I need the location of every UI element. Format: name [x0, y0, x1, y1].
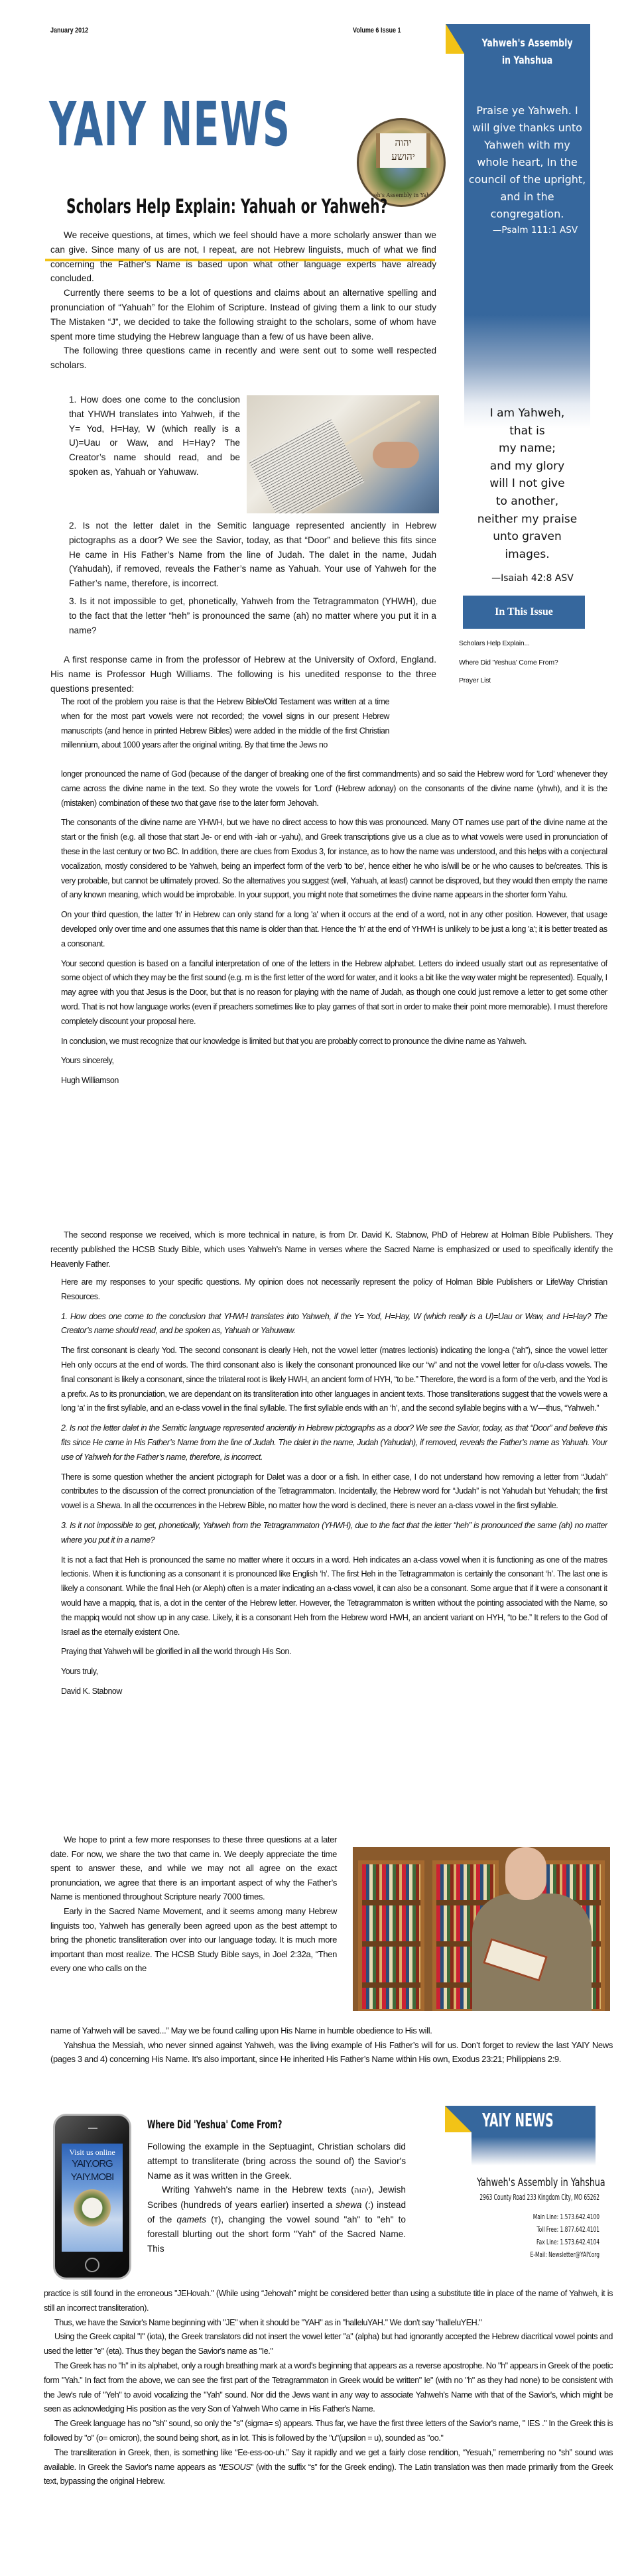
letter-question: 2. Is not the letter dalet in the Semitic language represented anciently in Hebrew pictographs as a door? We see the Savior, today, as that “Door” and believe this fits since He came in His Father’s Name from the line of Judah. The dalet in the name, Judah (Yahudah), if removed, reveals the Father’s name as Yahuah. Your use of Yahweh for the Father’s name, therefore, is incorrect. — [61, 1423, 607, 1462]
yeshua-article-column — [147, 2140, 406, 2256]
bookshelf-graphic — [358, 1860, 424, 2011]
torah-scroll-icon — [376, 133, 430, 168]
letter-paragraph: longer pronounced the name of God (because of the danger of breaking one of the first commandments) and so said the Hebrew word for 'Lord' whenever they came across the divine name in the text. So they wrote the vowels for 'Lord' (Hebrew adonay) on the consonants of the divine name (yhwh), and it is the (mistaken) combination of these two that gave rise to the later form Jehovah. — [61, 769, 607, 808]
org-name-line: Yahweh's Assembly — [481, 36, 573, 49]
question-2: 2. Is not the letter dalet in the Semitic language represented anciently in Hebrew pictographs as a door? We see the Savior, today, as that “Door” and believe this fits since He came in His Father’s Name from the line of Judah. The dalet in the name, Judah (Yahudah), if removed, reveals the Father’s name as Yahuah. Your use of Yahweh for the Father’s name, therefore, is incorrect. — [69, 521, 436, 589]
question-3: 3. Is it not impossible to get, phonetically, Yahweh from the Tetragrammaton (YHWH), due to the fact that the letter “heh” is pronounced the same (ah) no matter where you put it in a name? — [69, 596, 436, 635]
phone-speaker-icon — [88, 2128, 97, 2129]
text-run: Writing Yahweh's name in the Hebrew texts ( — [162, 2185, 354, 2195]
verse-line: my name; — [499, 442, 556, 456]
article-title: Scholars Help Explain: Yahuah or Yahweh? — [66, 195, 388, 218]
letter-closing: Yours truly, — [61, 1667, 98, 1677]
sidebar-verse-isaiah — [464, 405, 590, 563]
masthead-title: YAIY NEWS — [49, 89, 291, 160]
text-run: (т), changing the vowel sound "ah" to "eh" to forestall blurting out the short form "Yah" of the Sacred Name. This — [147, 2214, 406, 2254]
letter-answer: It is not a fact that Heh is pronounced the same no matter where it occurs in a word. Heh indicates an a-class vowel when it is functioning as one of the matres lectionis. When it is functioning as a consonant it is pronounced like English ‘h’. The first Heh in the Tetragrammaton is certainly the consonant ‘h’. The last one is likely a consonant. While the final Heh (or Aleph) often is a mater indicating an a-class vowel, it can also be a consonant. Some argue that if it were a consonant it would have a mappiq, that is, a dot in the center of the Hebrew letter. However, the Tetragrammaton is written without the pointing associated with the Name, so the mappiq would not show up in any case. Likely, it is a consonant Heh from the Hebrew word HWH, an ancient variant on HYH, “to be.” It refers to the God of Israel as the eternally existent One. — [61, 1555, 607, 1637]
verse-line: and my glory — [489, 459, 565, 473]
verse-line: I am Yahweh, — [489, 407, 565, 420]
letter-paragraph: In conclusion, we must recognize that our knowledge is limited but that you are probably correct to pronounce the divine name as Yahweh. — [61, 1036, 527, 1046]
first-response-intro — [50, 653, 436, 696]
text-run: The transliteration in Greek, then, is something like “Ee-ess-oo-uh.” Say it rapidly and we get a fairly close rendition, “Yesuah,” remembering no “sh” sound was available. In Greek the Savior's name appears as “ — [44, 2447, 613, 2472]
contact-banner — [472, 2106, 596, 2165]
hebrew-tetragrammaton: יהוה — [353, 2185, 369, 2195]
head-graphic — [505, 1847, 546, 1900]
verse-line: to another, — [495, 494, 559, 508]
text-run: (:) instead of the — [147, 2200, 407, 2224]
paragraph — [147, 2183, 406, 2256]
contact-main-line: Main Line: 1.573.642.4100 — [533, 2213, 599, 2221]
verse-line: images. — [505, 547, 550, 561]
promo-visit-label: Visit us online — [69, 2148, 115, 2157]
org-name-line: in Yahshua — [501, 54, 553, 66]
assembly-seal-logo — [357, 118, 446, 207]
letter-closing: Yours sincerely, — [61, 1056, 114, 1066]
letter-question: 3. Is it not impossible to get, phonetically, Yahweh from the Tetragrammaton (YHWH), due to the fact that the letter “heh” is pronounced the same (ah) no matter where you put it in a name? — [61, 1520, 607, 1545]
text-run: ” (with the suffix “s” for the Greek ending). The Latin translation was then made primarily from the Greek text, bypassing the original Hebrew. — [44, 2462, 613, 2486]
hand-graphic — [373, 442, 419, 468]
letter-answer: There is some question whether the ancient pictograph for Dalet was a door or a fish. In either case, I do not understand how removing a letter from “Judah” contributes to the discussion of the correct pronunciation of the Tetragrammaton. Incidentally, the Hebrew word for “Judah” is not Yahudah but Yehudah; the first vowel is a Shewa. In all the occurrences in the Hebrew Bible, no matter how the word is declined, there is never an a-class vowel in the first syllable. — [61, 1472, 607, 1511]
verse-line: will I not give — [489, 477, 565, 491]
verse-line: neither my praise — [477, 512, 578, 526]
second-response-intro — [50, 1228, 613, 1271]
seal-hebrew-name: יהוה — [395, 137, 412, 149]
sidebar-verse-isaiah-ref: —Isaiah 42:8 ASV — [491, 573, 574, 584]
contact-address: 2963 County Road 233 Kingdom City, MO 65262 — [479, 2193, 599, 2202]
verse-line: unto graven — [493, 530, 562, 544]
paragraph — [44, 2446, 613, 2489]
phone-home-button-icon — [85, 2258, 99, 2272]
letter-paragraph: Your second question is based on a fanciful interpretation of one of the letters in the Hebrew alphabet. Letters do indeed usually start out as representative of some object of which they may be the first sound (e.g. m is the first letter of the word for water, and it looks a bit like the way water might be represented). Equally, I may agree with you that Jesus is the Door, but that is no reason for playing with the name of Judah, as though one could just remove a letter to get some other word. That is not how language works (even if preachers sometimes like to play games of that sort in order to make their point more memorable). I must therefore completely discount your proposal here. — [61, 958, 607, 1026]
paragraph: Early in the Sacred Name Movement, and it seems among many Hebrew linguists too, Yahweh has generally been agreed upon as the best attempt to bring the phonetic transliteration over into our language today. It is much more important than most realize. The HCSB Study Bible says, in Joel 2:32a, “Then every one who calls on the — [50, 1905, 337, 1974]
letter-answer: The first consonant is clearly Yod. The second consonant is clearly Heh, not the vowel letter (matres lectionis) indicating the long-a (“ah”), since the vowel letter Heh only occurs at the end of words. The third consonant also is likely the consonant pronounced like our “w” and not the vowel letter for o/u-class vowels. The final consonant is likely a consonant, since the trilateral root is likely HWH, an ancient form of HYH, “to be.” Therefore, the word is a form of the verb, and the Yod is a prefix. As to its pronunciation, we are dependant on its transliteration into other languages in ancient texts. Those transliterations suggest that the vowels were a long ‘a’ in the first syllable, and an e-class vowel in the final syllable. The first syllable ends with an ‘h’, and the second syllable begins with a ‘w’—thus, “Yahweh.” — [61, 1346, 607, 1413]
intro-paragraph: The following three questions came in recently and were sent out to some well respected scholars. — [50, 346, 436, 371]
scribe-writing-photo — [247, 395, 439, 513]
letter-question: 1. How does one come to the conclusion that YHWH translates into Yahweh, if the Y= Yod, H=Hay, W (which really is a U)=Uau or Waw, and H=Hay? The Creator’s name should read, and be spoken as, Yahuah or Yahuwaw. — [61, 1311, 607, 1336]
letter-signature: Hugh Williamson — [61, 1076, 119, 1086]
intro-paragraph: Currently there seems to be a lot of questions and claims about an alternative spelling and pronunciation of “Yahuah” for the Elohim of Scripture. Instead of giving them a link to our study The Mistaken “J”, we decided to take the following straight to the scholars, some of whom have spent more time studying the Hebrew language than a few of us have been alive. — [50, 288, 436, 342]
contact-org-name: Yahweh's Assembly in Yahshua — [477, 2176, 605, 2189]
sidebar-org-name — [478, 34, 576, 69]
letter-paragraph: Praying that Yahweh will be glorified in all the world through His Son. — [61, 1647, 292, 1657]
issue-date: January 2012 — [50, 27, 89, 34]
intro-paragraph: We receive questions, at times, which we feel should have a more scholarly answer than we can give. Since many of us are not, I repeat, are not Hebrew linguists, much of what we find concerning the Father’s Name is based upon what other language experts have already concluded. — [50, 230, 436, 284]
letter-williamson — [61, 767, 607, 1094]
paragraph: We hope to print a few more responses to these three questions at a later date. For now, we share the two that came in. We deeply appreciate the time spent to answer these, and while we may not all agree on the exact pronunciation, we agree that there is an important aspect of why the Father’s Name is mentioned throughout Scripture nearly 7000 times. — [50, 1835, 337, 1902]
toc-item-scholars[interactable]: Scholars Help Explain... — [459, 639, 530, 647]
verse-line: that is — [509, 424, 545, 438]
quill-graphic — [345, 401, 421, 446]
paragraph: Using the Greek capital "I" (iota), the Greek translators did not insert the vowel letter "a" (alpha) but had ignorantly accepted the Hebrew diacritical vowel points and used the letter "e" (eta). Thus they began the Savior's name as "Ie." — [44, 2332, 613, 2356]
yeshua-article-continued — [44, 2287, 613, 2489]
article-intro — [50, 228, 436, 373]
letter-paragraph: The consonants of the divine name are YHWH, but we have no direct access to how this was pronounced. Many OT names use part of the divine name at the start or the finish (e.g. all those that start Je- or end with -iah or -yahu), and Greek transcriptions give us a clue as to what vowels were used in pronunciation of these in the last century or two BC. In addition, there are clues from Exodus 3, for instance, as to how the name was understood, and this helps with a conjectural vocalization, mostly considered to be Yahweh, being an imperfect form of the verb 'to be', hence either he who is/will be or he who causes to be/creates. This is very probable, but cannot be ultimately proved. So the alternatives you suggest (well, Yahuah, at least) cannot be disproved, but they would then empty the name of any known meaning, which would be improbable. In your support, you might note that sometimes the divine name appears in the shorter form Yahu. — [61, 818, 607, 900]
letter-paragraph: Here are my responses to your specific questions. My opinion does not necessarily represent the policy of Holman Bible Publishers or LifeWay Christian Resources. — [61, 1277, 607, 1301]
toc-item-yeshua[interactable]: Where Did 'Yeshua' Come From? — [459, 659, 558, 667]
article-conclusion — [50, 1833, 337, 1976]
article-closing — [50, 2024, 613, 2067]
seal-ring-text: Yahweh's Assembly in Yahshua — [359, 192, 443, 198]
term-qamets: qamets — [176, 2214, 206, 2224]
paragraph: The Greek language has no "sh" sound, so only the "s" (sigma= s) appears. Thus far, we have the first three letters of the Savior's name, " IES ." In the Greek this is followed by "o" (o= omicron), the sound being short, as in lot. This is followed by the "u"(upsilon = u), sounded as "oo." — [44, 2419, 613, 2443]
sidebar-verse-psalm-ref: —Psalm 111:1 ASV — [492, 225, 578, 235]
contact-banner-title: YAIY NEWS — [482, 2109, 554, 2131]
letter-williamson-p1a: The root of the problem you raise is that the Hebrew Bible/Old Testament was written at a time when for the most part vowels were not recorded; the vowel signs in our present Hebrew manuscripts (and hence in printed Hebrew Bibles) were added in the middle of the first Christian millennium, about 1000 years after the original writing. By that time the Jews no — [61, 697, 389, 750]
sidebar-corner-accent — [446, 24, 464, 54]
mini-seal-logo — [74, 2189, 111, 2226]
term-shewa: shewa — [336, 2200, 362, 2211]
toc-item-prayer-list[interactable]: Prayer List — [459, 676, 491, 684]
text-run: ), Jewish Scribes (hundreds of years earlier) inserted a — [147, 2185, 406, 2211]
paragraph: The second response we received, which is more technical in nature, is from Dr. David K. Stabnow, PhD of Hebrew at Holman Bible Publishers. They recently published the HCSB Study Bible, which uses Yahweh’s Name in verses where the Sacred Name is emphasized or used to specifically identify the Heavenly Father. — [50, 1230, 613, 1269]
question-1: 1. How does one come to the conclusion that YHWH translates into Yahweh, if the Y= Yod, H=Hay, W (which really is a U)=Uau or Waw, and H=Hay? The Creator’s name should read, and be spoken as, Yahuah or Yahuwaw. — [69, 395, 240, 477]
letter-signature: David K. Stabnow — [61, 1686, 122, 1696]
paragraph: practice is still found in the erroneous "JEHovah." (While using “Jehovah” might be considered better than using a substitute title in place of the name of Yahweh, it is still an incorrect transliteration). — [44, 2289, 613, 2313]
contact-corner-accent — [445, 2106, 472, 2132]
yeshua-article-title: Where Did 'Yeshua' Come From? — [147, 2118, 283, 2132]
term-iesous: IESOUS — [221, 2462, 251, 2472]
paragraph: The Greek has no "h" in its alphabet, only a rough breathing mark at a word's beginning that appears as a reverse apostrophe. No "h" appears in Greek of the poetic form "Yah." In fact from the above, we can see the first part of the Tetragrammaton in Greek would be written" Ie" (with no "h" as they had none) to be consistent with the Jew's rule of "Yeh" to avoid vocalizing the "Yah" sound. Nor did the Jews want in any way to associate Yahweh's Name with that of the Savior's, which might be seen as acknowledging His position as the very Son of Yahweh Who came in His Father's Name. — [44, 2360, 613, 2414]
promo-site-org[interactable]: YAIY.ORG — [72, 2158, 113, 2169]
scroll-text-graphic — [248, 418, 364, 513]
sidebar-verse-psalm: Praise ye Yahweh. I will give thanks unto Yahweh with my whole heart, In the council of the upright, and in the congregation. — [468, 104, 586, 220]
letter-paragraph: On your third question, the latter 'h' in Hebrew can only stand for a long 'a' when it occurs at the end of a word, not in any other position. However, that usage developed only over time and one assumes that this name is older than that. Hence the 'h' at the end of YHWH is unlikely to be just a long 'a'; it is better treated as a consonant. — [61, 910, 607, 948]
paragraph: Thus, we have the Savior's Name beginning with "JE" when it should be "YAH" as in "halleluYAH." We don't say "halleluYEH." — [54, 2317, 482, 2327]
sidebar-banner — [464, 24, 590, 428]
contact-toll-free: Toll Free: 1.877.642.4101 — [536, 2225, 599, 2234]
in-this-issue-heading: In This Issue — [463, 596, 585, 629]
man-reading-bible-photo — [353, 1847, 610, 2011]
seal-hebrew-savior: יהושע — [391, 151, 415, 162]
paragraph: Yahshua the Messiah, who never sinned against Yahweh, was the living example of His Father’s will for us. Don’t forget to review the last YAIY News (pages 3 and 4) concerning His Name. It’s also important, since He inherited His Father’s Name within His own, Exodus 23:21; Philippians 2:9. — [50, 2039, 613, 2065]
paragraph: A first response came in from the professor of Hebrew at the University of Oxford, England. His name is Professor Hugh Williams. The following is his unedited response to the three questions presented: — [50, 655, 436, 694]
paragraph: Following the example in the Septuagint, Christian scholars did attempt to transliterate (bring across the sound of) the Savior's Name as it was written in the Greek. — [147, 2142, 406, 2181]
promo-site-mobi[interactable]: YAIY.MOBI — [70, 2171, 114, 2183]
visit-online-phone-promo[interactable] — [53, 2114, 131, 2280]
contact-email-link[interactable]: E-Mail: Newsletter@YAIY.org — [530, 2250, 599, 2259]
letter-stabnow — [61, 1275, 607, 1705]
paragraph: name of Yahweh will be saved...” May we be found calling upon His Name in humble obedience to His will. — [50, 2026, 432, 2035]
reader-figure — [459, 1847, 592, 2011]
issue-volume: Volume 6 Issue 1 — [353, 27, 401, 34]
contact-fax-line: Fax Line: 1.573.642.4104 — [536, 2238, 599, 2246]
phone-screen — [62, 2144, 123, 2252]
